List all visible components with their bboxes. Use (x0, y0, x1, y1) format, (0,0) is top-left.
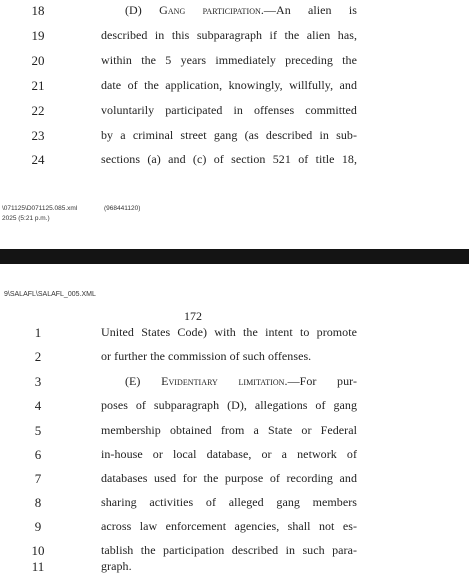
line-row (0, 28, 469, 52)
footer-file-path: \071125\D071125.085.xml (2, 205, 78, 212)
line-number: 11 (31, 559, 45, 574)
line-number: 22 (31, 103, 45, 118)
line-row (0, 374, 469, 398)
line-number: 4 (34, 398, 42, 413)
line-number: 19 (31, 28, 45, 43)
line-row (0, 78, 469, 102)
bottom-page-fragment (0, 265, 469, 576)
line-number: 5 (34, 423, 42, 438)
subparagraph-heading-rest: .—An alien is (260, 3, 358, 17)
line-row (0, 519, 469, 543)
line-text: across law enforcement agencies, shall not es- (101, 519, 357, 533)
line-row (0, 103, 469, 127)
line-row (0, 349, 469, 373)
line-row (0, 423, 469, 447)
line-number: 1 (34, 325, 42, 340)
line-number: 6 (34, 447, 42, 462)
line-row (0, 3, 469, 27)
page-divider (0, 249, 469, 264)
line-number: 3 (34, 374, 42, 389)
line-number: 23 (31, 128, 45, 143)
line-text (101, 3, 357, 18)
line-number: 21 (31, 78, 45, 93)
line-row (0, 325, 469, 349)
page-number: 172 (184, 309, 202, 323)
subparagraph-designator: (D) (125, 3, 160, 17)
line-text: sections (a) and (c) of section 521 of title 18, (101, 152, 357, 166)
line-row (0, 398, 469, 422)
line-text: United States Code) with the intent to promote (101, 325, 357, 339)
top-page-fragment (0, 0, 469, 248)
line-number: 9 (34, 519, 42, 534)
line-text: by a criminal street gang (as described in sub- (101, 128, 357, 142)
line-text: membership obtained from a State or Federal (101, 423, 357, 437)
line-number: 20 (31, 53, 45, 68)
line-text: sharing activities of alleged gang members (101, 495, 357, 509)
line-text: poses of subparagraph (D), allegations of gang (101, 398, 357, 412)
line-row (0, 128, 469, 152)
line-row (0, 152, 469, 176)
header-file-path: 9\SALAFL\SALAFL_005.XML (4, 291, 96, 298)
line-text: date of the application, knowingly, willfully, and (101, 78, 357, 92)
line-text: in-house or local database, or a network of (101, 447, 357, 461)
line-row (0, 495, 469, 519)
subparagraph-heading: Evidentiary limitation (161, 374, 285, 388)
line-text: graph. (101, 559, 132, 573)
line-number: 24 (31, 152, 45, 167)
line-number: 10 (31, 543, 45, 558)
line-number: 7 (34, 471, 42, 486)
line-number: 8 (34, 495, 42, 510)
line-text: described in this subparagraph if the alien has, (101, 28, 357, 42)
line-text: databases used for the purpose of recording and (101, 471, 357, 485)
line-text: or further the commission of such offenses. (101, 349, 312, 363)
line-row (0, 471, 469, 495)
line-number: 2 (34, 349, 42, 364)
footer-code: (968441120) (104, 205, 141, 212)
line-text: tablish the participation described in such para- (101, 543, 357, 557)
line-number: 18 (31, 3, 45, 18)
line-row (0, 53, 469, 77)
line-text (101, 374, 357, 389)
subparagraph-heading-rest: .—For pur- (284, 374, 357, 388)
footer-timestamp: 2025 (5:21 p.m.) (2, 215, 50, 222)
line-row (0, 559, 469, 583)
line-text: voluntarily participated in offenses committed (101, 103, 357, 117)
subparagraph-designator: (E) (125, 374, 162, 388)
subparagraph-heading: Gang participation (159, 3, 261, 17)
line-row (0, 447, 469, 471)
line-text: within the 5 years immediately preceding the (101, 53, 357, 67)
